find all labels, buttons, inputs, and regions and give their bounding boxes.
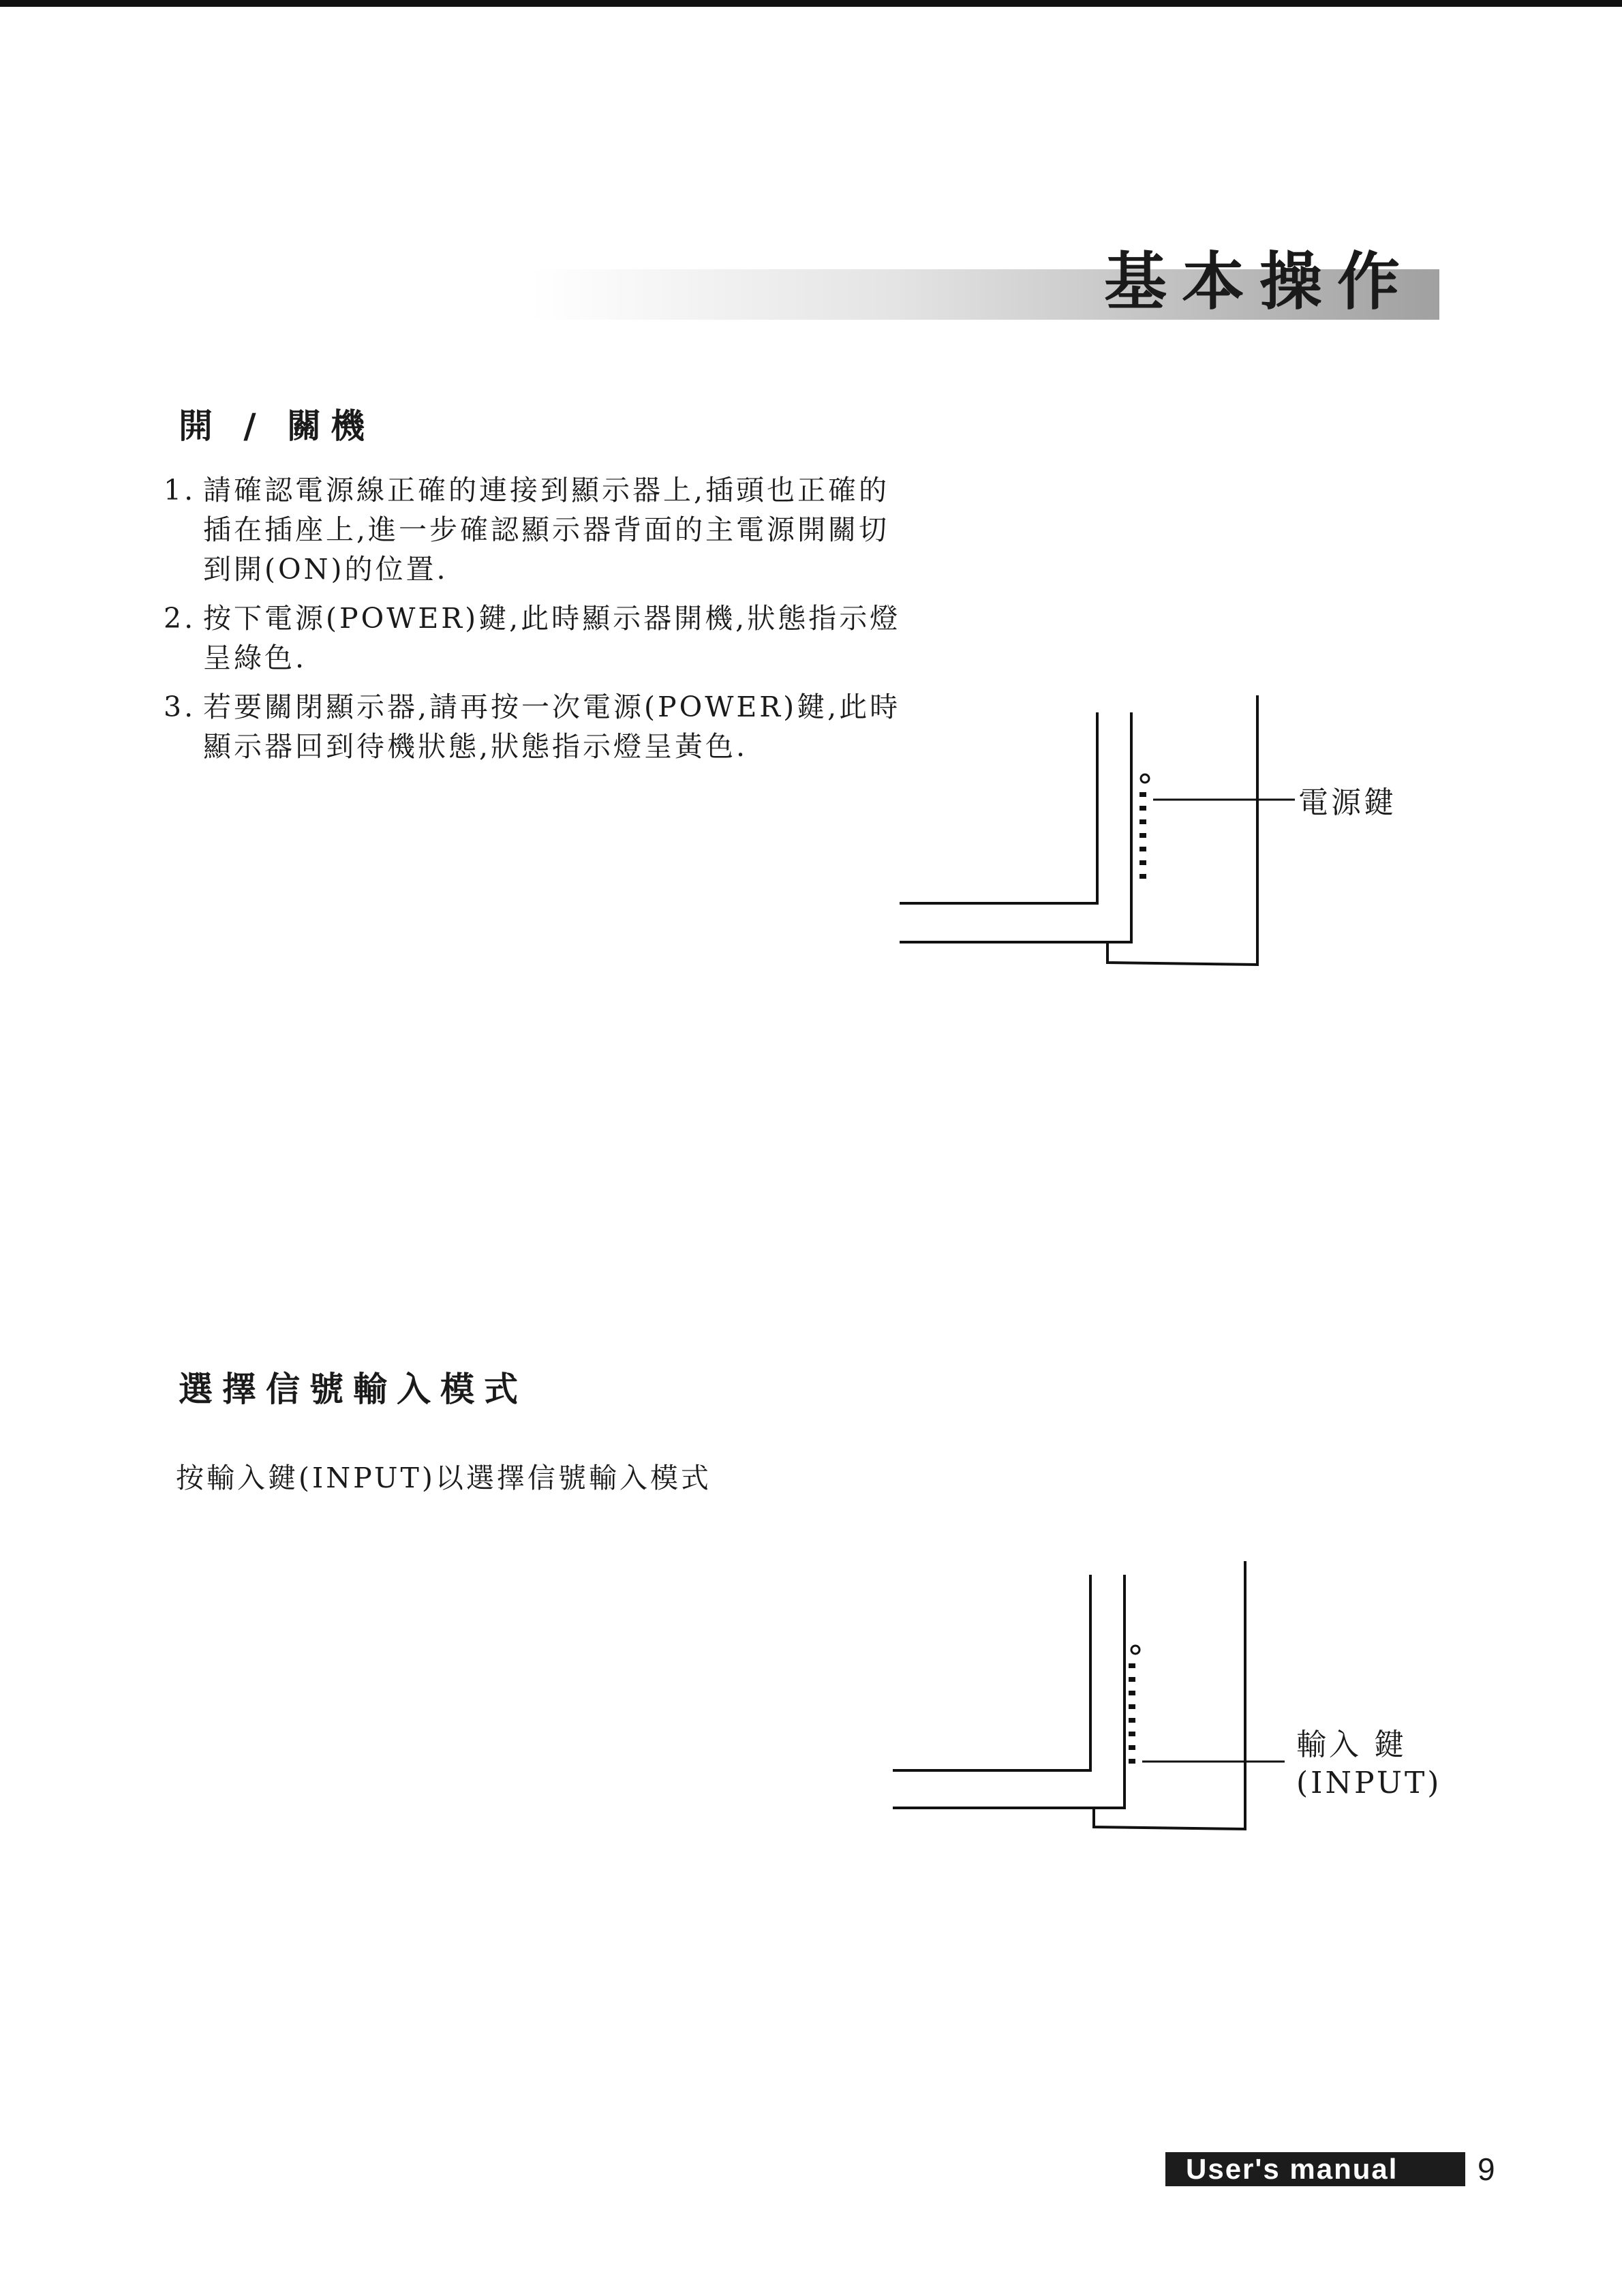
input-section-title: 選擇信號輸入模式 [179, 1369, 527, 1409]
power-button-diagram [900, 695, 1418, 982]
step-text: 請確認電源線正確的連接到顯示器上,插頭也正確的插在插座上,進一步確認顯示器背面的主電源開關切到開(ON)的位置. [203, 474, 890, 586]
step-number: 1. [164, 474, 196, 507]
input-description: 按輸入鍵(INPUT)以選擇信號輸入模式 [176, 1462, 711, 1494]
power-section-title: 開 / 關機 [179, 406, 375, 446]
step-number: 3. [164, 691, 196, 723]
page-number: 9 [1478, 2151, 1495, 2187]
manual-label: User's manual [1165, 2152, 1465, 2186]
power-button-callout: 電源鍵 [1298, 785, 1396, 820]
list-item [164, 470, 913, 589]
input-button-diagram [893, 1561, 1411, 1854]
input-callout-label: 輸入 鍵 [1296, 1727, 1407, 1762]
step-text: 若要關閉顯示器,請再按一次電源(POWER)鍵,此時顯示器回到待機狀態,狀態指示燈呈黃色. [203, 691, 901, 763]
list-item [164, 599, 913, 678]
step-number: 2. [164, 602, 196, 635]
power-steps-list [164, 470, 913, 776]
input-button-callout [1296, 1726, 1441, 1802]
chapter-title: 基本操作 [1104, 245, 1416, 318]
page-top-edge [0, 0, 1622, 7]
page-footer [1165, 2151, 1495, 2188]
step-text: 按下電源(POWER)鍵,此時顯示器開機,狀態指示燈呈綠色. [203, 602, 901, 674]
list-item [164, 687, 913, 766]
input-callout-label-en: (INPUT) [1296, 1766, 1442, 1800]
